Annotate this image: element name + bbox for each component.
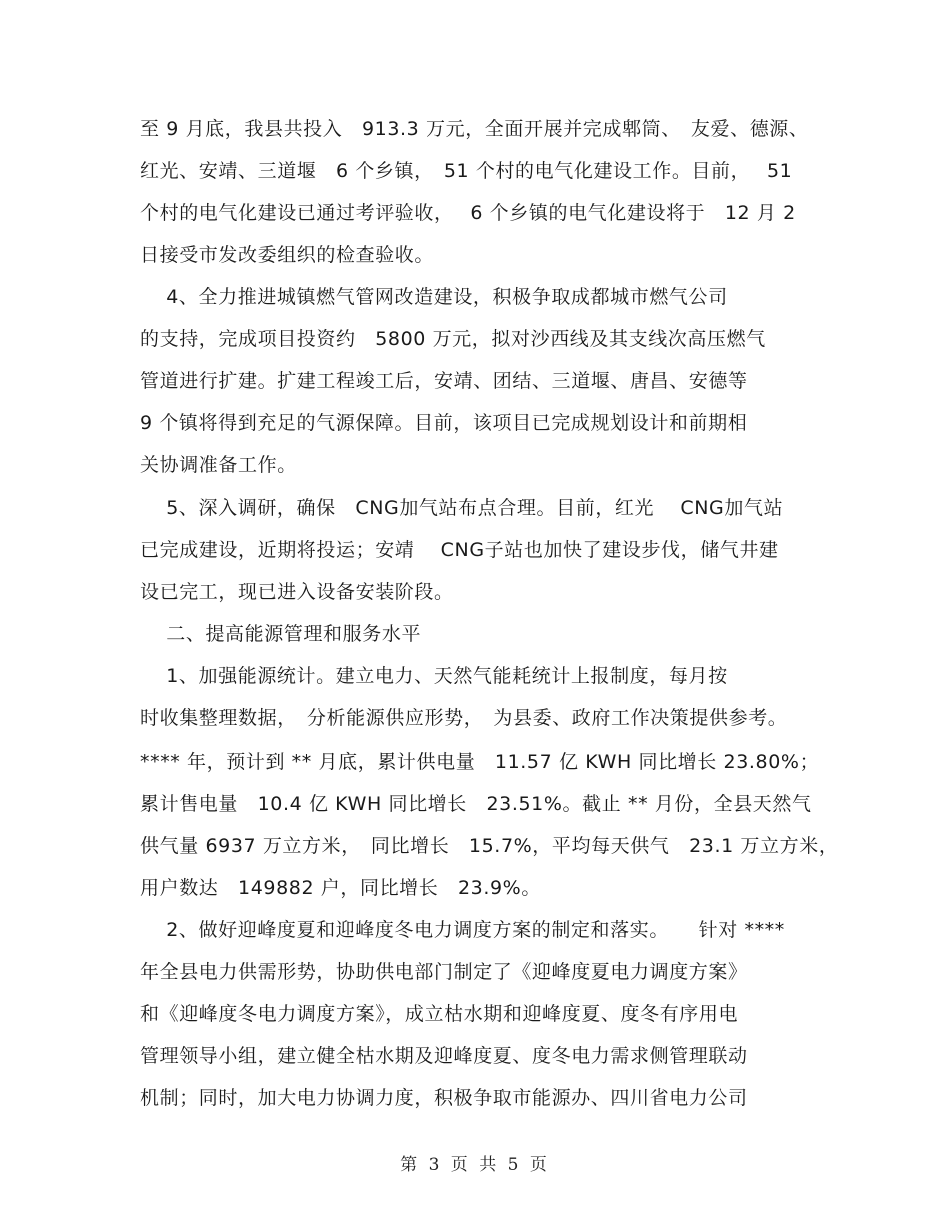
text-line: 机制；同时，加大电力协调力度，积极争取市能源办、四川省电力公司	[140, 1087, 748, 1109]
text-line: 用户数达 149882 户，同比增长 23.9%。	[140, 877, 541, 899]
text-line: 管道进行扩建。扩建工程竣工后，安靖、团结、三道堰、唐昌、安德等	[140, 370, 748, 392]
text-line: 4、全力推进城镇燃气管网改造建设，积极争取成都城市燃气公司	[140, 286, 728, 308]
text-line: 和《迎峰度冬电力调度方案》，成立枯水期和迎峰度夏、度冬有序用电	[140, 1003, 739, 1025]
text-line: 个村的电气化建设已通过考评验收， 6 个乡镇的电气化建设将于 12 月 2	[140, 202, 796, 224]
text-line: **** 年，预计到 ** 月底，累计供电量 11.57 亿 KWH 同比增长 23.80%；	[140, 751, 820, 773]
text-line: 管理领导小组，建立健全枯水期及迎峰度夏、度冬电力需求侧管理联动	[140, 1045, 748, 1067]
text-line: 至 9 月底，我县共投入 913.3 万元，全面开展并完成郫筒、 友爱、德源、	[140, 118, 809, 140]
text-line: 2、做好迎峰度夏和迎峰度冬电力调度方案的制定和落实。 针对 ****	[140, 919, 785, 941]
text-line: 关协调准备工作。	[140, 454, 297, 476]
text-line: 供气量 6937 万立方米， 同比增长 15.7%，平均每天供气 23.1 万立方米，	[140, 835, 839, 857]
section-heading: 二、提高能源管理和服务水平	[140, 623, 422, 645]
text-line: 9 个镇将得到充足的气源保障。目前，该项目已完成规划设计和前期相	[140, 412, 748, 434]
text-line: 设已完工，现已进入设备安装阶段。	[140, 581, 454, 603]
text-line: 5、深入调研，确保 CNG加气站布点合理。目前，红光 CNG加气站	[140, 497, 784, 519]
text-line: 已完成建设，近期将投运；安靖 CNG子站也加快了建设步伐，储气井建	[140, 539, 779, 561]
text-line: 日接受市发改委组织的检查验收。	[140, 244, 435, 266]
text-line: 1、加强能源统计。建立电力、天然气能耗统计上报制度，每月按	[140, 665, 728, 687]
page-footer: 第 3 页 共 5 页	[400, 1155, 550, 1175]
text-line: 的支持，完成项目投资约 5800 万元，拟对沙西线及其支线次高压燃气	[140, 328, 766, 350]
text-line: 红光、安靖、三道堰 6 个乡镇， 51 个村的电气化建设工作。目前， 51	[140, 160, 793, 182]
text-line: 年全县电力供需形势，协助供电部门制定了《迎峰度夏电力调度方案》	[140, 961, 748, 983]
text-line: 累计售电量 10.4 亿 KWH 同比增长 23.51%。截止 ** 月份，全县天然气	[140, 793, 812, 815]
text-line: 时收集整理数据， 分析能源供应形势， 为县委、政府工作决策提供参考。	[140, 707, 788, 729]
